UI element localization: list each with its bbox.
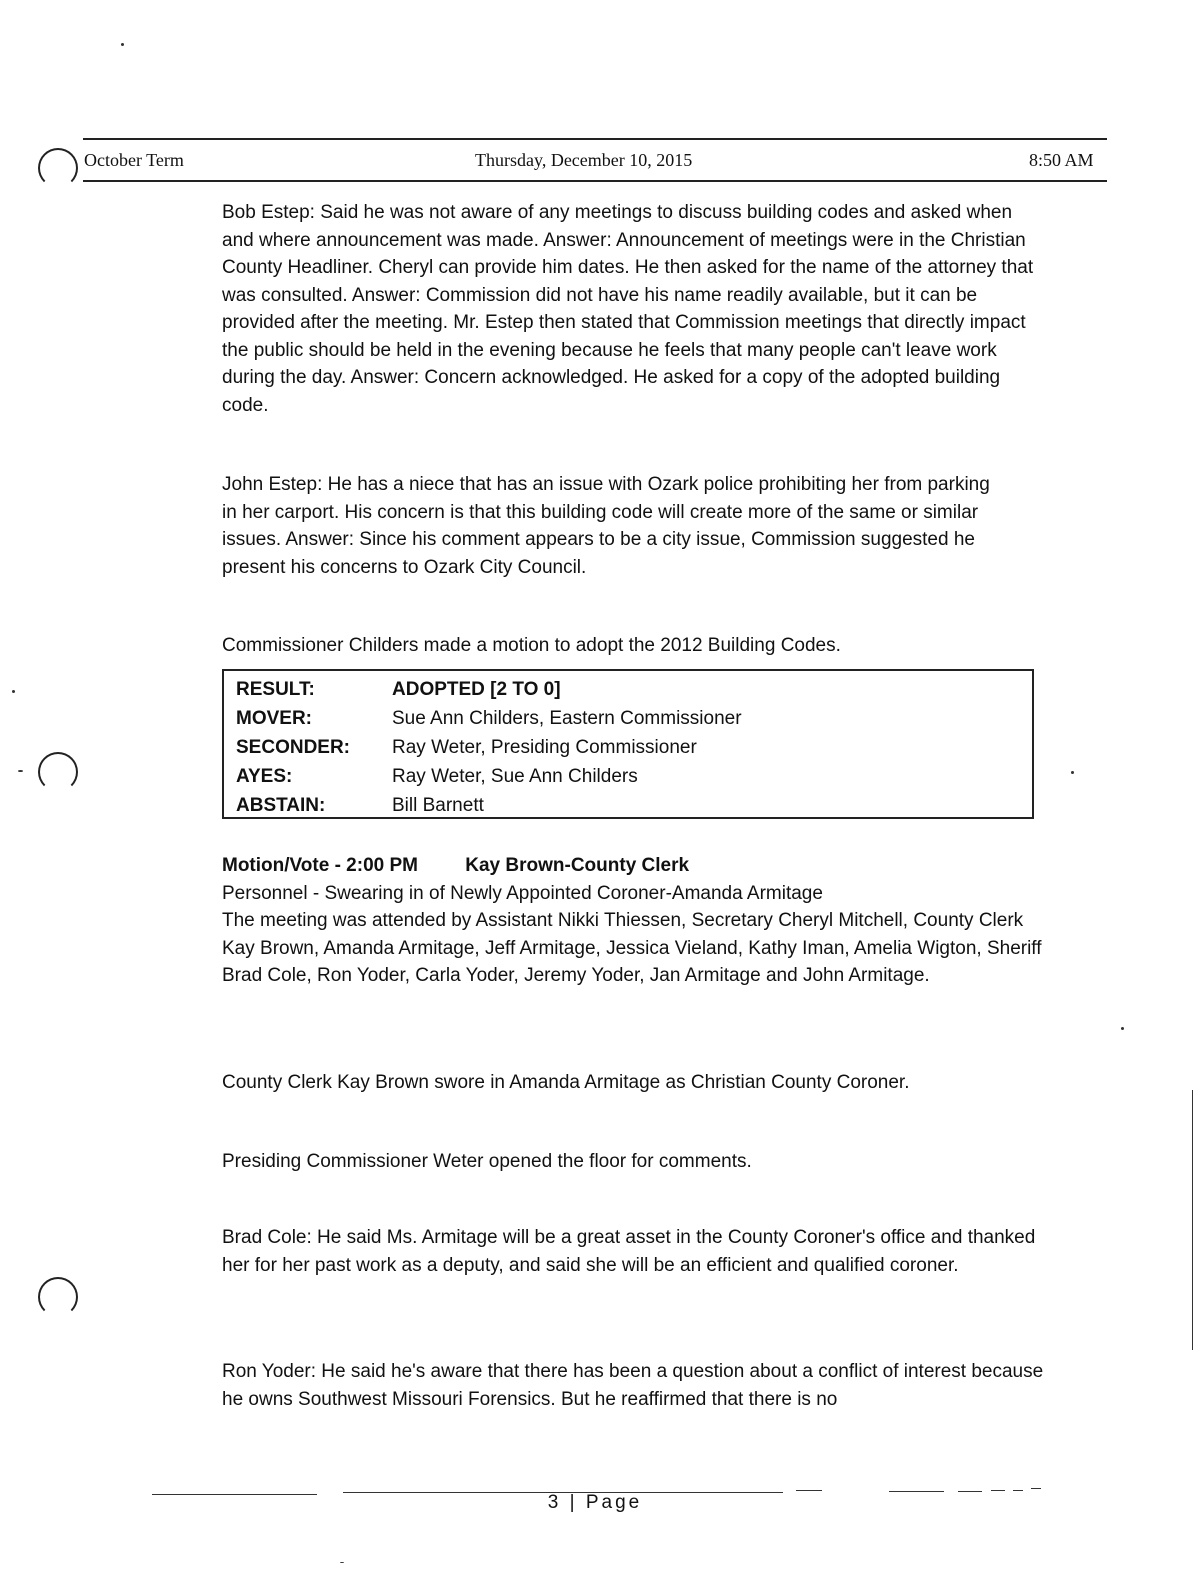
vote-value: Sue Ann Childers, Eastern Commissioner <box>392 708 742 729</box>
punch-hole-bottom <box>38 1277 78 1317</box>
paragraph-motion: Commissioner Childers made a motion to adopt the 2012 Building Codes. <box>222 635 841 656</box>
header-date: Thursday, December 10, 2015 <box>475 150 693 170</box>
paragraph-open-floor: Presiding Commissioner Weter opened the floor for comments. <box>222 1151 752 1172</box>
vote-label: AYES: <box>236 766 293 787</box>
scan-speck <box>18 770 23 772</box>
section-subheading: Personnel - Swearing in of Newly Appointed Coroner-Amanda Armitage <box>222 883 823 904</box>
vote-result-table <box>222 669 1034 819</box>
header-time: 8:50 AM <box>1029 150 1094 170</box>
header-term: October Term <box>84 150 184 170</box>
vote-label: RESULT: <box>236 679 315 700</box>
header-bottom-rule <box>83 180 1107 182</box>
section-heading-presenter: Kay Brown-County Clerk <box>465 855 690 876</box>
vote-value: Bill Barnett <box>392 795 484 816</box>
paragraph-john-estep: John Estep: He has a niece that has an issue with Ozark police prohibiting her from parking in her carport. His concern is that this building code will create more of the same or similar issues. Answer: Since his comment appears to be a city issue, Commission suggested he present his concerns to Ozark City Council. <box>222 474 990 578</box>
scan-speck <box>340 1562 344 1563</box>
paragraph-attendance: The meeting was attended by Assistant Nikki Thiessen, Secretary Cheryl Mitchell, County Clerk Kay Brown, Amanda Armitage, Jeff Armitage, Jessica Vieland, Kathy Iman, Amelia Wigton, Sheriff Brad Cole, Ron Yoder, Carla Yoder, Jeremy Yoder, Jan Armitage and John Armitage. <box>222 910 1042 986</box>
punch-hole-middle <box>38 752 78 792</box>
paragraph-ron-yoder: Ron Yoder: He said he's aware that there has been a question about a conflict of interest because he owns Southwest Missouri Forensics. But he reaffirmed that there is no <box>222 1361 1044 1410</box>
footer-rule-segment <box>1013 1490 1023 1491</box>
scan-edge-mark <box>1192 1090 1193 1350</box>
scan-speck <box>1071 771 1074 774</box>
paragraph-sworn-in: County Clerk Kay Brown swore in Amanda Armitage as Christian County Coroner. <box>222 1072 910 1093</box>
vote-value: ADOPTED [2 TO 0] <box>392 679 561 700</box>
footer-rule-segment <box>1031 1488 1041 1489</box>
section-heading <box>222 852 1052 880</box>
scan-speck <box>1121 1027 1124 1030</box>
vote-label: SECONDER: <box>236 737 351 758</box>
scan-speck <box>12 690 15 693</box>
scan-speck <box>121 43 124 46</box>
vote-label: MOVER: <box>236 708 312 729</box>
punch-hole-top <box>38 148 78 188</box>
footer-rule-segment <box>991 1490 1005 1491</box>
section-heading-motion-vote: Motion/Vote - 2:00 PM <box>222 855 418 876</box>
paragraph-brad-cole: Brad Cole: He said Ms. Armitage will be a great asset in the County Coroner's office and thanked her for her past work as a deputy, and said she will be an efficient and qualified coroner. <box>222 1227 1036 1276</box>
vote-value: Ray Weter, Presiding Commissioner <box>392 737 697 758</box>
footer-rule-segment <box>796 1490 822 1491</box>
page-number: 3 | Page <box>547 1492 643 1513</box>
vote-value: Ray Weter, Sue Ann Childers <box>392 766 638 787</box>
vote-label: ABSTAIN: <box>236 795 326 816</box>
header-top-rule <box>83 138 1107 140</box>
paragraph-bob-estep: Bob Estep: Said he was not aware of any meetings to discuss building codes and asked when and where announcement was made. Answer: Announcement of meetings were in the Christian County Headliner. Cheryl can provide him dates. He then asked for the name of the attorney that was consulted. Answer: Commission did not have his name readily available, but it can be provided after the meeting. Mr. Estep then stated that Commission meetings that directly impact the public should be held in the evening because he feels that many people can't leave work during the day. Answer: Concern acknowledged. He asked for a copy of the adopted building code. <box>222 202 1034 416</box>
